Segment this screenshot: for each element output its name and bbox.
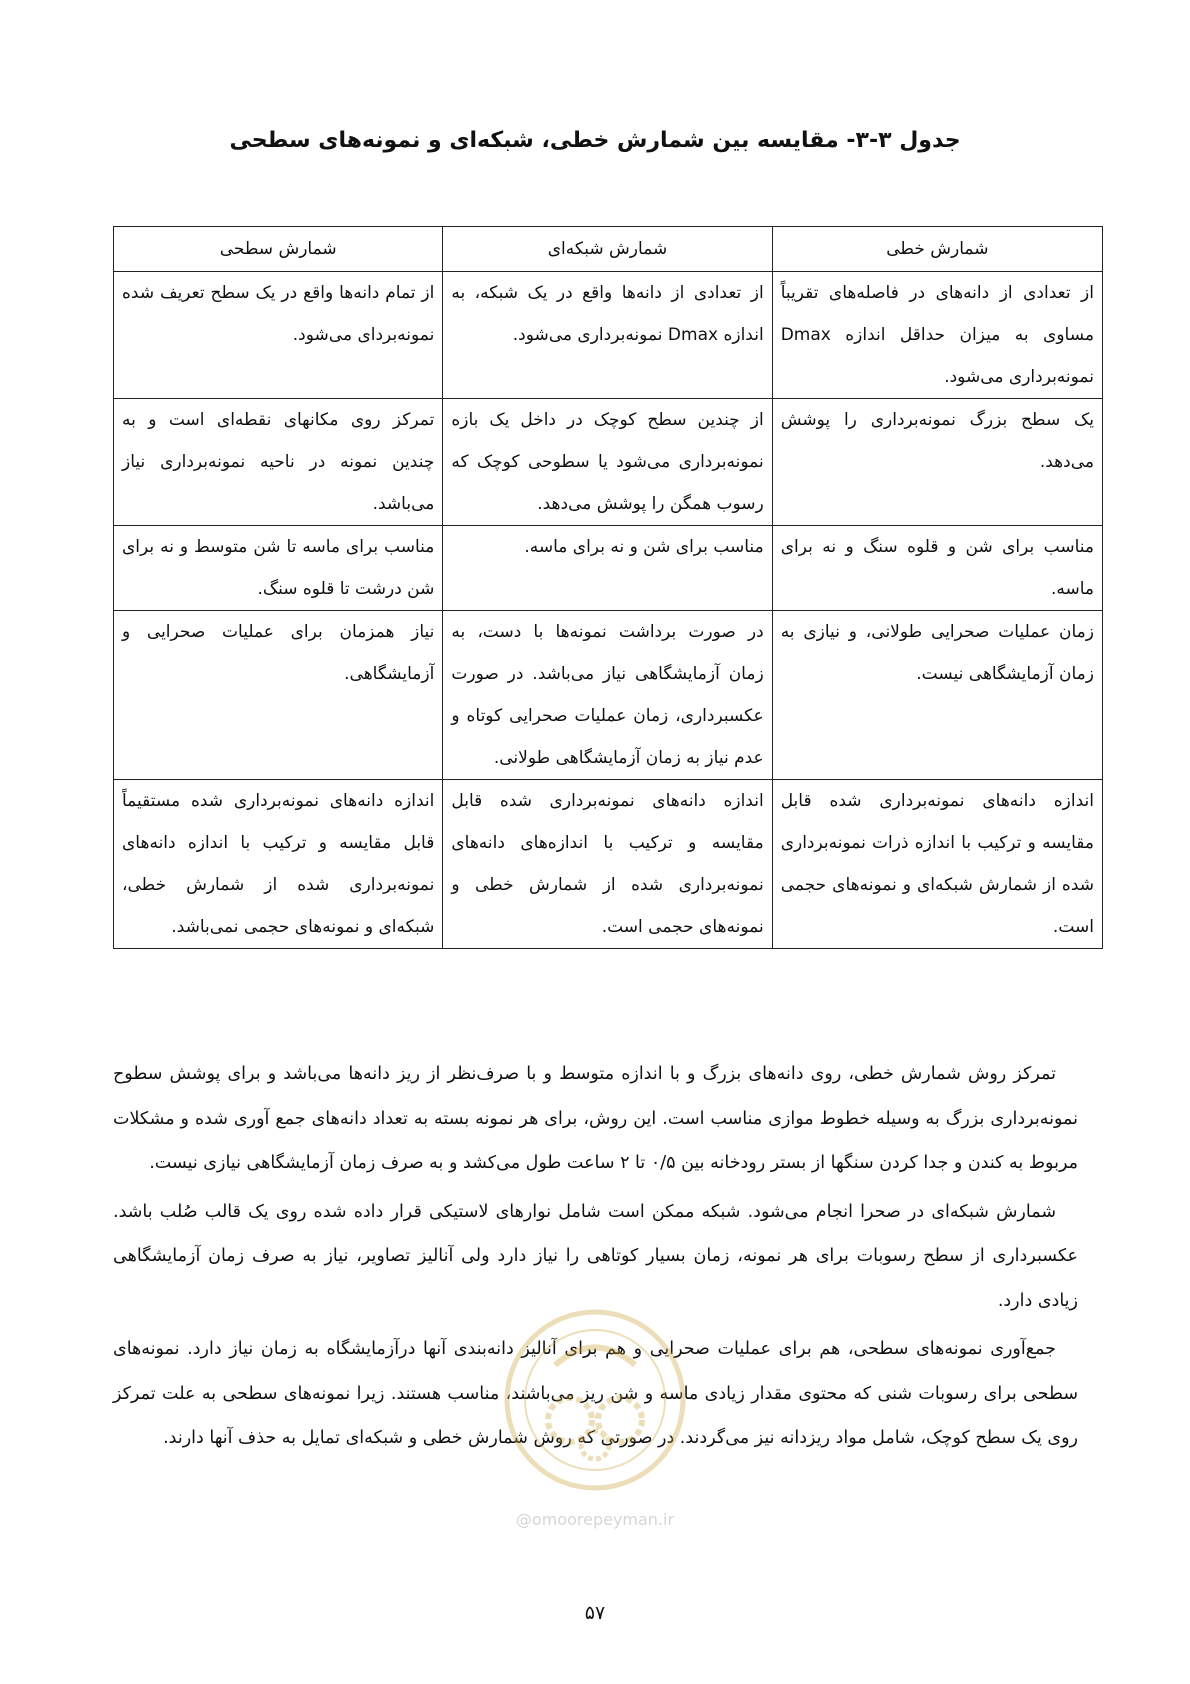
table-row [114, 780, 1103, 949]
paragraph-grid-count: شمارش شبکه‌ای در صحرا انجام می‌شود. شبکه ممکن است شامل نوارهای لاستیکی قرار داده شده روی یک قالب صُلب باشد. عکسبرداری از سطح رسوبات برای هر نمونه، زمان بسیار کوتاهی را نیاز دارد ولی آنالیز تصاویر، نیاز به صرف زمان آزمایشگاهی زیادی دارد. [113, 1201, 1078, 1311]
table-cell: تمرکز روی مکانهای نقطه‌ای است و به چندین نمونه در ناحیه نمونه‌برداری نیاز می‌باشد. [114, 399, 443, 526]
comparison-table [113, 226, 1103, 949]
table-cell: مناسب برای شن و قلوه سنگ و نه برای ماسه. [772, 526, 1102, 611]
table-title: جدول ۳-۳- مقایسه بین شمارش خطی، شبکه‌ای و نمونه‌های سطحی [229, 128, 961, 153]
paragraph-line-count: تمرکز روش شمارش خطی، روی دانه‌های بزرگ و با اندازه متوسط و با صرف‌نظر از ریز دانه‌ها می‌باشد و برای پوشش سطوح نمونه‌برداری بزرگ به وسیله خطوط موازی مناسب است. این روش، برای هر نمونه بسته به تعداد دانه‌های جمع آوری شده و مشکلات مربوط به کندن و جدا کردن سنگها از بستر رودخانه بین ۰/۵ تا ۲ ساعت طول می‌کشد و به صرف زمان آزمایشگاهی نیازی نیست. [113, 1064, 1078, 1173]
header-line-count: شمارش خطی [772, 227, 1102, 272]
table-cell: مناسب برای شن و نه برای ماسه. [443, 526, 772, 611]
page-number: ۵۷ [584, 1602, 606, 1624]
table-cell: مناسب برای ماسه تا شن متوسط و نه برای شن درشت تا قلوه سنگ. [114, 526, 443, 611]
paragraph-surface-samples: جمع‌آوری نمونه‌های سطحی، هم برای عملیات صحرایی و هم برای آنالیز دانه‌بندی آنها درآزمایشگاه به زمان نیاز دارد. نمونه‌های سطحی برای رسوبات شنی که محتوی مقدار زیادی ماسه و شن ریز می‌باشند، مناسب هستند. زیرا نمونه‌های سطحی به علت تمرکز روی یک سطح کوچک، شامل مواد ریزدانه نیز می‌گردند. در صورتی که روش شمارش خطی و شبکه‌ای تمایل به حذف آنها دارند. [113, 1339, 1078, 1448]
watermark-text: @omoorepeyman.ir [515, 1510, 675, 1529]
body-text [113, 1052, 1078, 1465]
table-cell: در صورت برداشت نمونه‌ها با دست، به زمان آزمایشگاهی نیاز می‌باشد. در صورت عکسبرداری، زمان عملیات صحرایی کوتاه و عدم نیاز به زمان آزمایشگاهی طولانی. [443, 611, 772, 780]
table-cell: اندازه دانه‌های نمونه‌برداری شده قابل مقایسه و ترکیب با اندازه ذرات نمونه‌برداری شده از شمارش شبکه‌ای و نمونه‌های حجمی است. [772, 780, 1102, 949]
table-row [114, 526, 1103, 611]
table-row [114, 611, 1103, 780]
table-header-row [114, 227, 1103, 272]
table-cell: از تعدادی از دانه‌های در فاصله‌های تقریباً مساوی به میزان حداقل اندازه Dmax نمونه‌برداری می‌شود. [772, 272, 1102, 399]
header-surface-samples: شمارش سطحی [114, 227, 443, 272]
table-cell: زمان عملیات صحرایی طولانی، و نیازی به زمان آزمایشگاهی نیست. [772, 611, 1102, 780]
table-cell: از تعدادی از دانه‌ها واقع در یک شبکه، به اندازه Dmax نمونه‌برداری می‌شود. [443, 272, 772, 399]
table-cell: از چندین سطح کوچک در داخل یک بازه نمونه‌برداری می‌شود یا سطوحی کوچک که رسوب همگن را پوشش می‌دهد. [443, 399, 772, 526]
table-cell: اندازه دانه‌های نمونه‌برداری شده قابل مقایسه و ترکیب با اندازه‌های دانه‌های نمونه‌برداری شده از شمارش خطی و نمونه‌های حجمی است. [443, 780, 772, 949]
table-row [114, 399, 1103, 526]
table-row [114, 272, 1103, 399]
table-cell: اندازه دانه‌های نمونه‌برداری شده مستقیماً قابل مقایسه و ترکیب با اندازه دانه‌های نمونه‌برداری شده از شمارش خطی، شبکه‌ای و نمونه‌های حجمی نمی‌باشد. [114, 780, 443, 949]
header-grid-count: شمارش شبکه‌ای [443, 227, 772, 272]
table-cell: نیاز همزمان برای عملیات صحرایی و آزمایشگاهی. [114, 611, 443, 780]
table-cell: از تمام دانه‌ها واقع در یک سطح تعریف شده نمونه‌بردای می‌شود. [114, 272, 443, 399]
table-cell: یک سطح بزرگ نمونه‌برداری را پوشش می‌دهد. [772, 399, 1102, 526]
